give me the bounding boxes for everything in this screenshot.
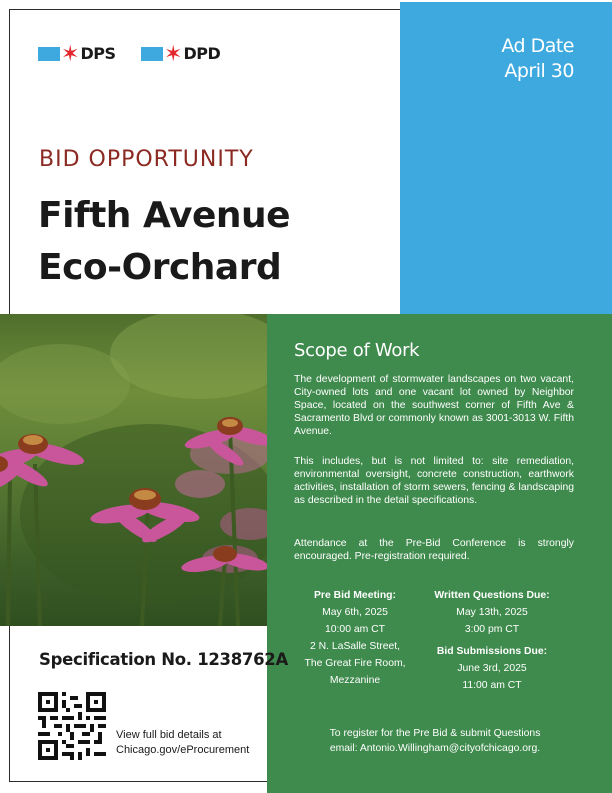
scope-of-work-heading: Scope of Work (294, 340, 420, 361)
registration-note (270, 726, 600, 756)
scope-paragraph-3: Attendance at the Pre-Bid Conference is strongly encouraged. Pre-registration required. (294, 538, 574, 562)
scope-paragraph-2: This includes, but is not limited to: site remediation, environmental oversight, concrete construction, earthwork activities, installation of storm sewers, fencing & landscaping as described in the detail specifications. (294, 456, 574, 506)
pre-bid-address-3: Mezzanine (329, 675, 381, 686)
questions-heading: Written Questions Due: (434, 590, 550, 601)
qr-code-icon[interactable] (38, 692, 106, 760)
dps-logo (38, 40, 116, 66)
dps-logo-text: DPS (80, 44, 116, 63)
qr-caption-line-1: View full bid details at (116, 729, 222, 741)
submissions-time: 11:00 am CT (462, 680, 522, 691)
procurement-link[interactable]: Chicago.gov/eProcurement (116, 744, 250, 756)
dpd-logo (141, 40, 221, 66)
registration-line-1: To register for the Pre Bid & submit Questions (329, 728, 541, 739)
specification-number: Specification No. 1238762A (39, 650, 288, 669)
registration-email[interactable]: email: Antonio.Willingham@cityofchicago.org. (329, 743, 541, 754)
pre-bid-date: May 6th, 2025 (322, 607, 388, 618)
pre-bid-heading: Pre Bid Meeting: (314, 590, 396, 601)
bid-opportunity-label: BID OPPORTUNITY (39, 147, 254, 172)
scope-paragraph-1: The development of stormwater landscapes on two vacant, City-owned lots and one vacant lot owned by Neighbor Space, located on the southwest corner of Fifth Ave & Sacramento Blvd or commonly known as 3001-3013 W. Fifth Avenue. (294, 374, 574, 437)
qr-code-graphic (38, 692, 106, 760)
coneflower-illustration (0, 314, 267, 626)
project-title-line2: Eco-Orchard (38, 247, 282, 288)
questions-date: May 13th, 2025 (456, 607, 528, 618)
pre-bid-address-2: The Great Fire Room, (304, 658, 406, 669)
submissions-date: June 3rd, 2025 (457, 663, 527, 674)
ad-date-value: April 30 (504, 60, 574, 82)
submissions-heading: Bid Submissions Due: (436, 646, 548, 657)
qr-caption (116, 728, 249, 758)
flag-stripe (38, 47, 60, 61)
project-title (38, 190, 290, 294)
ad-date-label: Ad Date (501, 35, 574, 57)
flag-stripe (141, 47, 163, 61)
pre-bid-time: 10:00 am CT (324, 624, 386, 635)
chicago-star-icon: ✶ (61, 40, 80, 66)
pre-bid-meeting (285, 587, 425, 689)
ad-date (501, 34, 574, 84)
coneflower-photo (0, 314, 267, 626)
pre-bid-address-1: 2 N. LaSalle Street, (309, 641, 401, 652)
dpd-logo-text: DPD (183, 44, 221, 63)
questions-time: 3:00 pm CT (464, 624, 520, 635)
chicago-star-icon: ✶ (164, 40, 183, 66)
project-title-line1: Fifth Avenue (38, 195, 291, 236)
deadlines (428, 587, 556, 694)
